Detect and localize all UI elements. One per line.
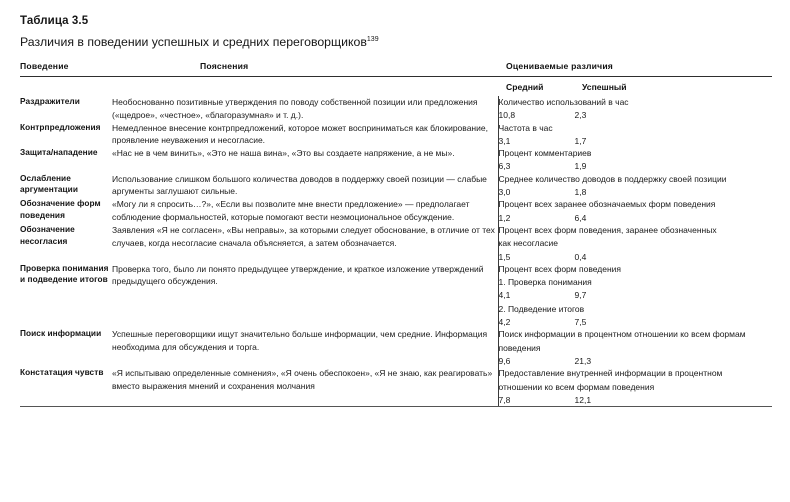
cell-behavior: Констатация чувств bbox=[20, 367, 104, 378]
subheader-columns bbox=[506, 82, 772, 92]
column-header-differences: Оцениваемые различия bbox=[506, 61, 614, 71]
diff-label: Процент всех форм поведения bbox=[498, 263, 622, 274]
cell-differences bbox=[498, 122, 772, 148]
header-row bbox=[20, 61, 772, 77]
diff-values bbox=[499, 186, 773, 198]
cell-explanation: Заявления «Я не согласен», «Вы неправы», за которыми следует обоснование, в отличие от тех случаев, когда несогласие сначала объясняется, а затем обозначается. bbox=[112, 224, 495, 248]
cell-differences bbox=[498, 147, 772, 173]
subheader-spacer-explanations bbox=[112, 78, 498, 96]
cell-behavior: Обозначение форм поведения bbox=[20, 198, 101, 220]
value-average-2: 4,2 bbox=[498, 317, 511, 328]
diff-values bbox=[499, 394, 773, 406]
diff-values bbox=[499, 289, 773, 301]
column-header-explanations: Пояснения bbox=[200, 61, 249, 71]
cell-differences bbox=[498, 224, 772, 263]
value-successful: 6,4 bbox=[574, 212, 587, 223]
diff-label: Среднее количество доводов в поддержку своей позиции bbox=[498, 173, 727, 184]
column-header-behavior: Поведение bbox=[20, 61, 69, 71]
table-row bbox=[20, 122, 772, 148]
cell-behavior: Защита/нападение bbox=[20, 147, 98, 158]
cell-explanation: Необоснованно позитивные утверждения по поводу собственной позиции или предложения («щедрое», «честное», «благоразумная» и т. д.). bbox=[112, 97, 478, 120]
subheader-spacer-behavior bbox=[20, 78, 112, 96]
cell-differences bbox=[498, 328, 772, 367]
table-row bbox=[20, 96, 772, 122]
value-average: 4,1 bbox=[498, 290, 511, 301]
value-average: 3,1 bbox=[498, 135, 511, 146]
table-caption bbox=[20, 34, 790, 50]
diff-values bbox=[499, 212, 773, 224]
diff-values bbox=[499, 355, 773, 367]
cell-explanation: «Я испытываю определенные сомнения», «Я очень обеспокоен», «Я не знаю, как реагировать» вместо выражения мнений и сохранения молчания bbox=[112, 368, 493, 391]
cell-explanation: Использование слишком большого количества доводов в поддержку своей позиции — слабые аргументы заглушают сильные. bbox=[112, 173, 487, 197]
cell-behavior: Ослабление аргументации bbox=[20, 172, 78, 195]
value-successful: 1,7 bbox=[574, 135, 587, 146]
column-header-successful: Успешный bbox=[582, 82, 627, 92]
diff-label: Количество использований в час bbox=[498, 97, 629, 107]
table-caption-text: Различия в поведении успешных и средних переговорщиков bbox=[20, 35, 367, 49]
diff-label: Предоставление внутренней информации в процентном bbox=[498, 368, 723, 379]
value-successful: 0,4 bbox=[574, 251, 587, 262]
value-successful: 2,3 bbox=[574, 110, 587, 121]
title-block bbox=[0, 0, 790, 50]
diff-values bbox=[499, 251, 773, 263]
value-successful: 1,8 bbox=[574, 187, 587, 198]
value-successful-2: 7,5 bbox=[574, 317, 587, 328]
cell-behavior: Раздражители bbox=[20, 96, 80, 106]
cell-differences bbox=[498, 263, 772, 328]
column-header-average: Средний bbox=[506, 82, 544, 92]
cell-explanation: Проверка того, было ли понято предыдущее утверждение, и краткое изложение утверждений предыдущего обсуждения. bbox=[112, 263, 484, 287]
value-average: 1,5 bbox=[498, 251, 511, 262]
table-row bbox=[20, 367, 772, 406]
diff-label: Поиск информации в процентном отношении ко всем формам bbox=[498, 329, 746, 340]
cell-differences bbox=[498, 198, 772, 224]
table-row bbox=[20, 263, 772, 328]
diff-label: Частота в час bbox=[498, 122, 553, 133]
value-average: 10,8 bbox=[498, 110, 516, 121]
diff-values-2 bbox=[499, 316, 773, 328]
value-average: 9,6 bbox=[498, 355, 511, 366]
cell-differences bbox=[498, 367, 772, 406]
subheader-differences bbox=[498, 78, 772, 96]
value-average: 7,8 bbox=[498, 394, 511, 405]
value-successful: 12,1 bbox=[574, 394, 592, 405]
diff-values bbox=[499, 109, 773, 121]
diff-sub-label: как несогласие bbox=[498, 238, 559, 249]
cell-explanation: «Могу ли я спросить…?», «Если вы позволите мне внести предложение» — предполагает соблюдение формальностей, которые помогают вести неэмоциональное обсуждение. bbox=[112, 199, 470, 222]
cell-explanation: Немедленное внесение контрпредложений, которое может восприниматься как блокирование, проявление неуважения и несогласие. bbox=[112, 122, 488, 146]
cell-behavior: Обозначение несогласия bbox=[20, 223, 75, 246]
table-row bbox=[20, 173, 772, 199]
cell-explanation: Успешные переговорщики ищут значительно больше информации, чем средние. Информация необходима для обсуждения и торга. bbox=[112, 329, 488, 352]
table-body bbox=[20, 96, 772, 406]
diff-sub-label: 1. Проверка понимания bbox=[498, 277, 592, 288]
diff-sub-label: отношении ко всем формам поведения bbox=[498, 381, 655, 392]
cell-explanation: «Нас не в чем винить», «Это не наша вина», «Это вы создаете напряжение, а не мы». bbox=[112, 148, 455, 159]
table-row bbox=[20, 147, 772, 173]
value-average: 3,0 bbox=[498, 187, 511, 198]
value-average: 1,2 bbox=[498, 212, 511, 223]
table-head bbox=[20, 61, 772, 96]
cell-behavior: Контрпредложения bbox=[20, 121, 101, 132]
table-bottom-rule bbox=[20, 406, 772, 407]
diff-values bbox=[499, 135, 773, 147]
subheader-row bbox=[20, 78, 772, 96]
cell-behavior: Проверка понимания и подведение итогов bbox=[20, 262, 109, 285]
diff-label: Процент всех заранее обозначаемых форм поведения bbox=[498, 199, 716, 210]
value-average: 6,3 bbox=[498, 161, 511, 172]
cell-behavior: Поиск информации bbox=[20, 328, 102, 339]
table-row bbox=[20, 224, 772, 263]
value-successful: 1,9 bbox=[574, 161, 587, 172]
table-wrap bbox=[20, 61, 772, 406]
differences-table bbox=[20, 61, 772, 406]
diff-label: Процент всех форм поведения, заранее обозначенных bbox=[498, 224, 717, 235]
cell-differences bbox=[498, 173, 772, 199]
value-successful: 21,3 bbox=[574, 355, 592, 366]
value-successful: 9,7 bbox=[574, 290, 587, 301]
diff-sub-label-2: 2. Подведение итогов bbox=[498, 303, 585, 314]
diff-label: Процент комментариев bbox=[498, 148, 592, 159]
diff-values bbox=[499, 160, 773, 172]
table-number: Таблица 3.5 bbox=[20, 15, 89, 27]
footnote-marker: 139 bbox=[366, 35, 379, 43]
cell-differences bbox=[498, 96, 772, 122]
table-row bbox=[20, 328, 772, 367]
table-row bbox=[20, 198, 772, 224]
diff-sub-label: поведения bbox=[498, 342, 541, 353]
